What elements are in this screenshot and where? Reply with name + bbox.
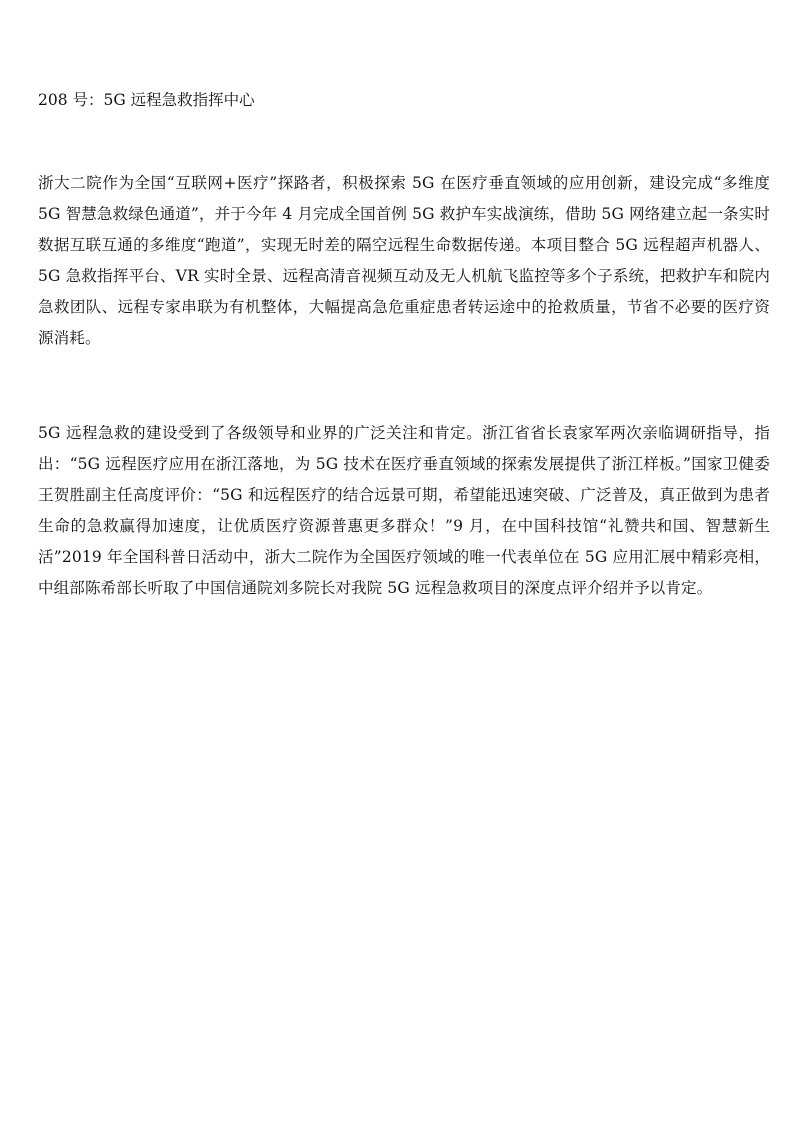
paragraph-intro: 浙大二院作为全国“互联网+医疗”探路者，积极探索 5G 在医疗垂直领域的应用创新，建设完成“多维度 5G 智慧急救绿色通道”，并于今年 4 月完成全国首例 5G 救护车实战演练，借助 5G 网络建立起一条实时数据互联互通的多维度“跑道”，实现无时差的隔空远程生命数据传递。本项目整合 5G 远程超声机器人、5G 急救指挥平台、VR 实时全景、远程高清音视频互动及无人机航飞监控等多个子系统，把救护车和院内急救团队、远程专家串联为有机整体，大幅提高急危重症患者转运途中的抢救质量，节省不必要的医疗资源消耗。	[38, 174, 770, 347]
document-title: 208 号：5G 远程急救指挥中心	[38, 91, 255, 109]
paragraph-recognition: 5G 远程急救的建设受到了各级领导和业界的广泛关注和肯定。浙江省省长袁家军两次亲临调研指导，指出：“5G 远程医疗应用在浙江落地，为 5G 技术在医疗垂直领域的探索发展提供了浙江样板。”国家卫健委王贺胜副主任高度评价：“5G 和远程医疗的结合远景可期，希望能迅速突破、广泛普及，真正做到为患者生命的急救赢得加速度，让优质医疗资源普惠更多群众！”9 月，在中国科技馆“礼赞共和国、智慧新生活”2019 年全国科普日活动中，浙大二院作为全国医疗领域的唯一代表单位在 5G 应用汇展中精彩亮相，中组部陈希部长听取了中国信通院刘多院长对我院 5G 远程急救项目的深度点评介绍并予以肯定。	[38, 424, 770, 597]
